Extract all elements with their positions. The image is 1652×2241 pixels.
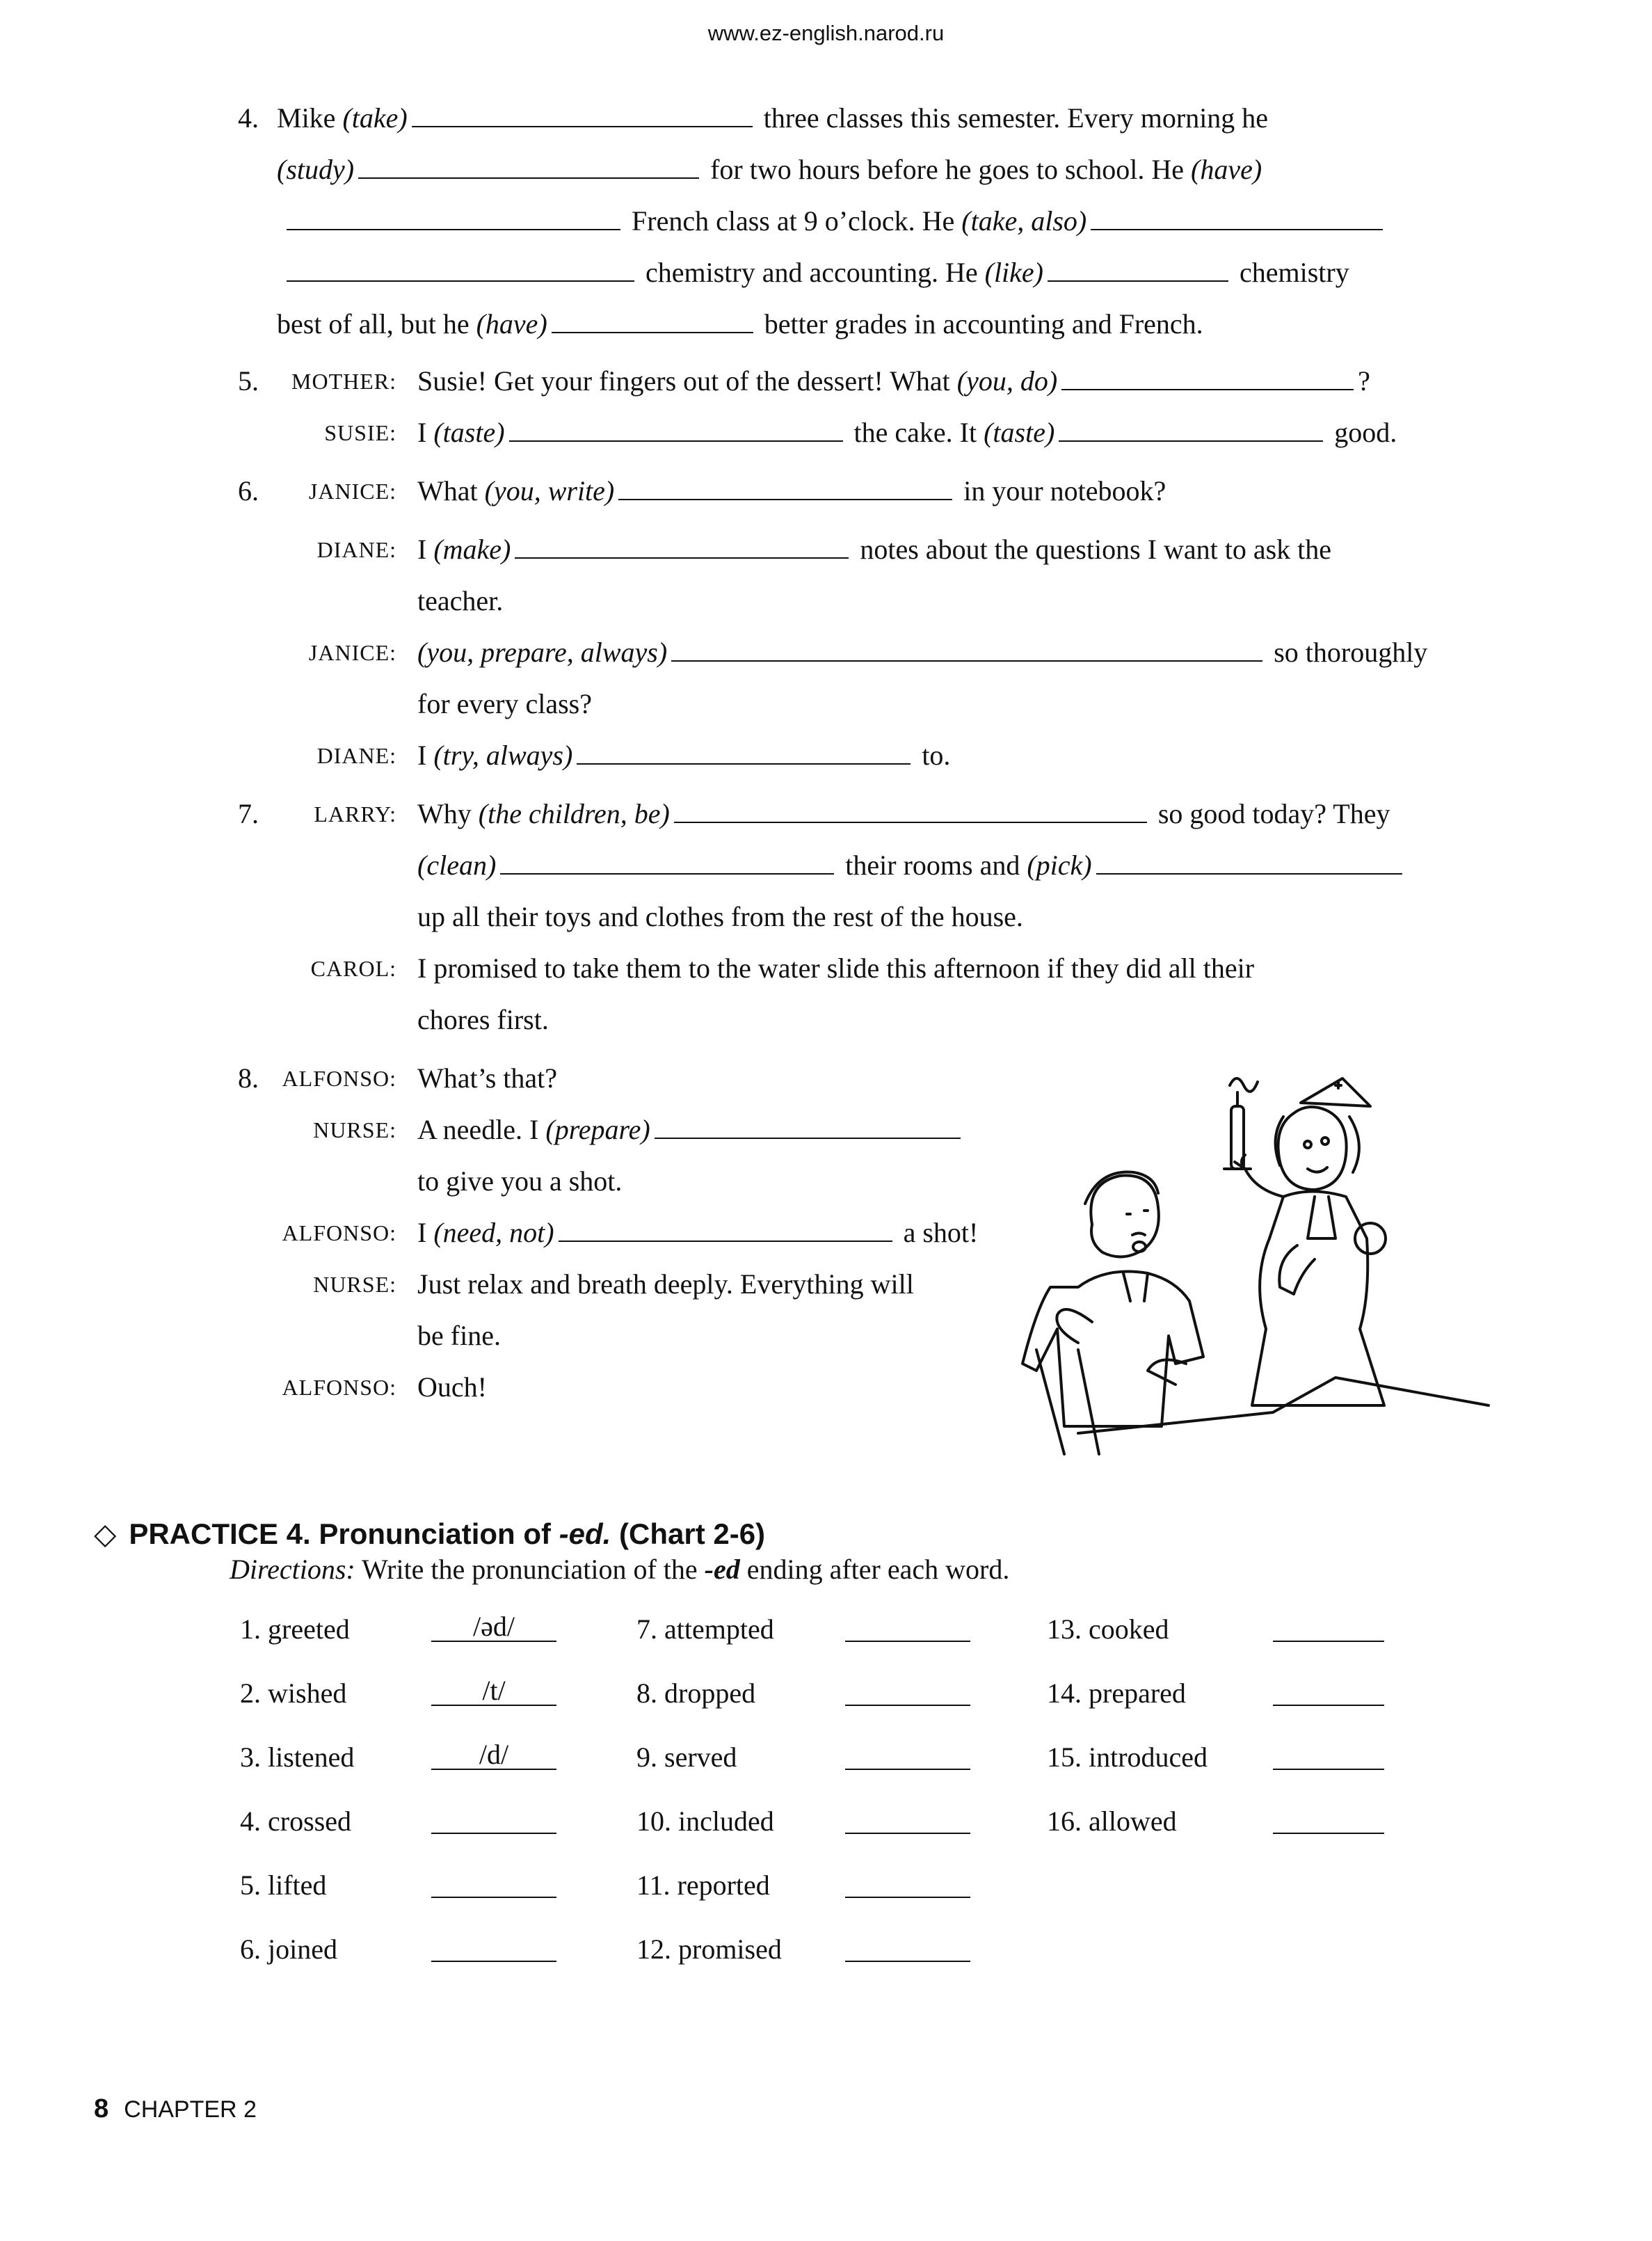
- practice-heading: ◇ PRACTICE 4. Pronunciation of -ed. (Chart 2-6): [94, 1517, 766, 1550]
- ex4-line-3: French class at 9 o’clock. He (take, also): [277, 205, 1387, 238]
- answer-blank[interactable]: [618, 477, 952, 500]
- dialogue-line: What’s that?: [417, 1062, 558, 1094]
- page-footer: [94, 2094, 257, 2124]
- ex4-line-2: (study) for two hours before he goes to school. He (have): [277, 154, 1262, 185]
- dialogue-line: be fine.: [417, 1320, 501, 1351]
- answer-field[interactable]: [845, 1741, 970, 1770]
- answer-field[interactable]: [1273, 1613, 1384, 1642]
- answer-field[interactable]: [845, 1677, 970, 1706]
- answer-field[interactable]: /t/: [431, 1677, 556, 1706]
- list-item: 2. wished: [240, 1677, 347, 1709]
- list-item: 7. attempted: [636, 1613, 774, 1645]
- item-number: 7.: [238, 798, 259, 829]
- dialogue-line: Just relax and breath deeply. Everything will: [417, 1268, 914, 1300]
- source-url: www.ez-english.narod.ru: [707, 21, 945, 45]
- dialogue-line: Susie! Get your fingers out of the dessert! What (you, do) ?: [417, 365, 1370, 397]
- dialogue-line: I (need, not) a shot!: [417, 1217, 979, 1248]
- answer-field[interactable]: [431, 1869, 556, 1898]
- list-item: 14. prepared: [1047, 1677, 1186, 1709]
- answer-blank[interactable]: [1061, 367, 1354, 390]
- speaker-label: SUSIE:: [324, 420, 396, 445]
- dialogue-line: teacher.: [417, 585, 504, 616]
- answer-blank[interactable]: [559, 1218, 892, 1242]
- answer-blank[interactable]: [509, 418, 843, 442]
- item-number: 4.: [238, 102, 259, 134]
- answer-field[interactable]: [431, 1805, 556, 1834]
- answer-blank[interactable]: [412, 104, 753, 127]
- answer-field[interactable]: [845, 1613, 970, 1642]
- answer-blank[interactable]: [287, 258, 634, 282]
- speaker-label: ALFONSO:: [282, 1375, 396, 1400]
- dialogue-line: I (make) notes about the questions I want to ask the: [417, 534, 1332, 565]
- list-item: 12. promised: [636, 1933, 782, 1965]
- answer-field[interactable]: [1273, 1805, 1384, 1834]
- dialogue-line: A needle. I (prepare): [417, 1113, 965, 1147]
- dialogue-line: Ouch!: [417, 1371, 487, 1403]
- item-number: 6.: [238, 475, 259, 507]
- dialogue-line: (clean) their rooms and (pick): [417, 849, 1406, 882]
- diamond-icon: ◇: [94, 1517, 117, 1550]
- answer-blank[interactable]: [1059, 418, 1323, 442]
- chapter-label: CHAPTER 2: [124, 2096, 257, 2123]
- page-number: 8: [94, 2094, 109, 2123]
- answer-blank[interactable]: [287, 207, 620, 230]
- list-item: 13. cooked: [1047, 1613, 1169, 1645]
- ex4-line-1: Mike (take) three classes this semester. Every morning he: [277, 102, 1269, 134]
- ex4-line-4: chemistry and accounting. He (like) chemistry: [277, 256, 1349, 289]
- dialogue-line: I (try, always) to.: [417, 740, 951, 771]
- answer-blank[interactable]: [674, 799, 1147, 823]
- dialogue-line: Why (the children, be) so good today? They: [417, 798, 1390, 829]
- answer-blank[interactable]: [500, 851, 834, 875]
- ex4-line-5: best of all, but he (have) better grades in accounting and French.: [277, 308, 1203, 340]
- answer-field[interactable]: [845, 1869, 970, 1898]
- list-item: 11. reported: [636, 1869, 770, 1901]
- speaker-label: LARRY:: [314, 802, 396, 827]
- answer-field[interactable]: [1273, 1677, 1384, 1706]
- speaker-label: DIANE:: [316, 537, 396, 562]
- dialogue-line: I (taste) the cake. It (taste) good.: [417, 417, 1397, 448]
- speaker-label: CAROL:: [310, 956, 396, 981]
- speaker-label: ALFONSO:: [282, 1066, 396, 1091]
- list-item: 15. introduced: [1047, 1741, 1208, 1773]
- list-item: 1. greeted: [240, 1613, 350, 1645]
- item-number: 5.: [238, 365, 259, 397]
- speaker-label: ALFONSO:: [282, 1220, 396, 1245]
- dialogue-line: (you, prepare, always) so thoroughly: [417, 637, 1428, 668]
- answer-blank[interactable]: [655, 1115, 961, 1139]
- list-item: 9. served: [636, 1741, 737, 1773]
- nurse-and-patient-illustration: [1009, 1064, 1509, 1461]
- speaker-label: NURSE:: [313, 1272, 396, 1297]
- answer-field[interactable]: /əd/: [431, 1613, 556, 1642]
- speaker-label: DIANE:: [316, 743, 396, 768]
- answer-blank[interactable]: [552, 310, 753, 333]
- answer-field[interactable]: [431, 1933, 556, 1962]
- answer-blank[interactable]: [1091, 207, 1383, 230]
- answer-blank[interactable]: [1096, 851, 1402, 875]
- directions: Directions: Write the pronunciation of the -ed ending after each word.: [230, 1554, 1010, 1585]
- answer-blank[interactable]: [515, 535, 849, 559]
- answer-blank[interactable]: [671, 638, 1262, 662]
- speaker-label: JANICE:: [308, 479, 396, 504]
- list-item: 5. lifted: [240, 1869, 327, 1901]
- answer-blank[interactable]: [358, 155, 699, 179]
- answer-field[interactable]: [845, 1805, 970, 1834]
- list-item: 3. listened: [240, 1741, 355, 1773]
- dialogue-line: up all their toys and clothes from the rest of the house.: [417, 901, 1023, 932]
- speaker-label: MOTHER:: [291, 369, 396, 394]
- answer-field[interactable]: [845, 1933, 970, 1962]
- dialogue-line: I promised to take them to the water slide this afternoon if they did all their: [417, 952, 1255, 984]
- speaker-label: NURSE:: [313, 1117, 396, 1142]
- answer-field[interactable]: /d/: [431, 1741, 556, 1770]
- dialogue-line: to give you a shot.: [417, 1165, 623, 1197]
- item-number: 8.: [238, 1062, 259, 1094]
- answer-blank[interactable]: [1048, 258, 1228, 282]
- speaker-label: JANICE:: [308, 640, 396, 665]
- answer-blank[interactable]: [577, 741, 911, 765]
- dialogue-line: What (you, write) in your notebook?: [417, 475, 1166, 507]
- list-item: 10. included: [636, 1805, 774, 1837]
- list-item: 6. joined: [240, 1933, 337, 1965]
- list-item: 16. allowed: [1047, 1805, 1177, 1837]
- answer-field[interactable]: [1273, 1741, 1384, 1770]
- list-item: 8. dropped: [636, 1677, 756, 1709]
- list-item: 4. crossed: [240, 1805, 351, 1837]
- dialogue-line: for every class?: [417, 688, 592, 719]
- dialogue-line: chores first.: [417, 1004, 549, 1035]
